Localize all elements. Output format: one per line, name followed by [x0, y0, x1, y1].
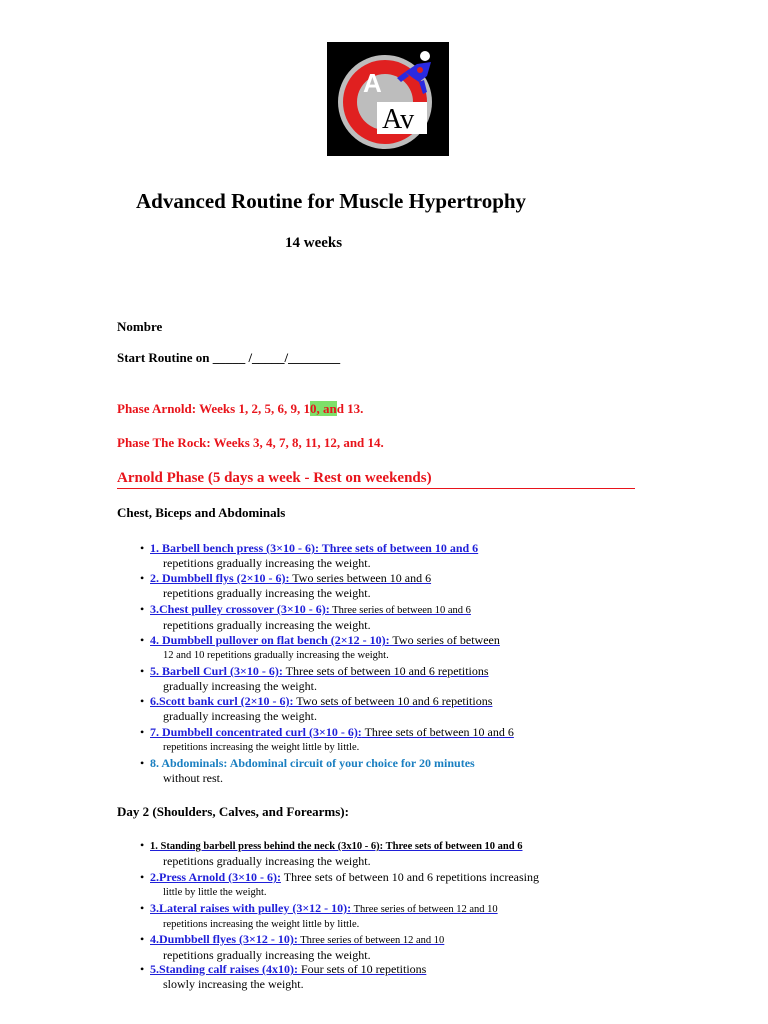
logo-letter-a: A: [363, 68, 382, 98]
arnold-phase-heading: Arnold Phase (5 days a week - Rest on weekends): [117, 470, 635, 489]
list-item: • 3.Lateral raises with pulley (3×12 - 10): Three series of between 12 and 10 repetitions increasing the weight little by little.: [140, 901, 498, 930]
list-item: • 6.Scott bank curl (2×10 - 6): Two sets of between 10 and 6 repetitions gradually increasing the weight.: [140, 694, 493, 723]
start-date-field: Start Routine on _____ /_____/________: [117, 350, 341, 365]
phase-arnold-weeks: Phase Arnold: Weeks 1, 2, 5, 6, 9, 10, and 13.: [117, 401, 364, 416]
list-item: • 4. Dumbbell pullover on flat bench (2×12 - 10): Two series of between 12 and 10 repetitions gradually increasing the weight.: [140, 633, 500, 661]
list-item: • 4.Dumbbell flyes (3×12 - 10): Three series of between 12 and 10 repetitions gradually increasing the weight.: [140, 932, 445, 962]
day1-heading: Chest, Biceps and Abdominals: [117, 505, 286, 520]
list-item: • 8. Abdominals: Abdominal circuit of your choice for 20 minutes without rest.: [140, 756, 475, 785]
page-title: Advanced Routine for Muscle Hypertrophy: [136, 189, 527, 213]
list-item: • 3.Chest pulley crossover (3×10 - 6): Three series of between 10 and 6 repetitions gradually increasing the weight.: [140, 602, 471, 632]
day2-heading: Day 2 (Shoulders, Calves, and Forearms):: [117, 804, 349, 819]
logo-letters-av: Av: [382, 104, 415, 135]
list-item: • 1. Barbell bench press (3×10 - 6): Three sets of between 10 and 6 repetitions gradually increasing the weight.: [140, 541, 479, 570]
highlight-mark: 0, an: [309, 401, 337, 416]
page-subtitle: 14 weeks: [285, 235, 343, 251]
name-field-label: Nombre: [117, 319, 163, 334]
list-item: • 5. Barbell Curl (3×10 - 6): Three sets of between 10 and 6 repetitions gradually increasing the weight.: [140, 664, 489, 693]
list-item: • 5.Standing calf raises (4x10): Four sets of 10 repetitions slowly increasing the weight.: [140, 962, 427, 991]
phase-rock-weeks: Phase The Rock: Weeks 3, 4, 7, 8, 11, 12, and 14.: [117, 435, 384, 450]
list-item: • 1. Standing barbell press behind the neck (3x10 - 6): Three sets of between 10 and 6 repetitions gradually increasing the weight.: [140, 838, 523, 868]
list-item: • 7. Dumbbell concentrated curl (3×10 - 6): Three sets of between 10 and 6 repetitions increasing the weight little by little.: [140, 725, 514, 753]
list-item: • 2.Press Arnold (3×10 - 6): Three sets of between 10 and 6 repetitions increasing little by little the weight.: [140, 870, 539, 898]
logo: [327, 42, 449, 156]
list-item: • 2. Dumbbell flys (2×10 - 6): Two series between 10 and 6 repetitions gradually increasing the weight.: [140, 571, 432, 600]
